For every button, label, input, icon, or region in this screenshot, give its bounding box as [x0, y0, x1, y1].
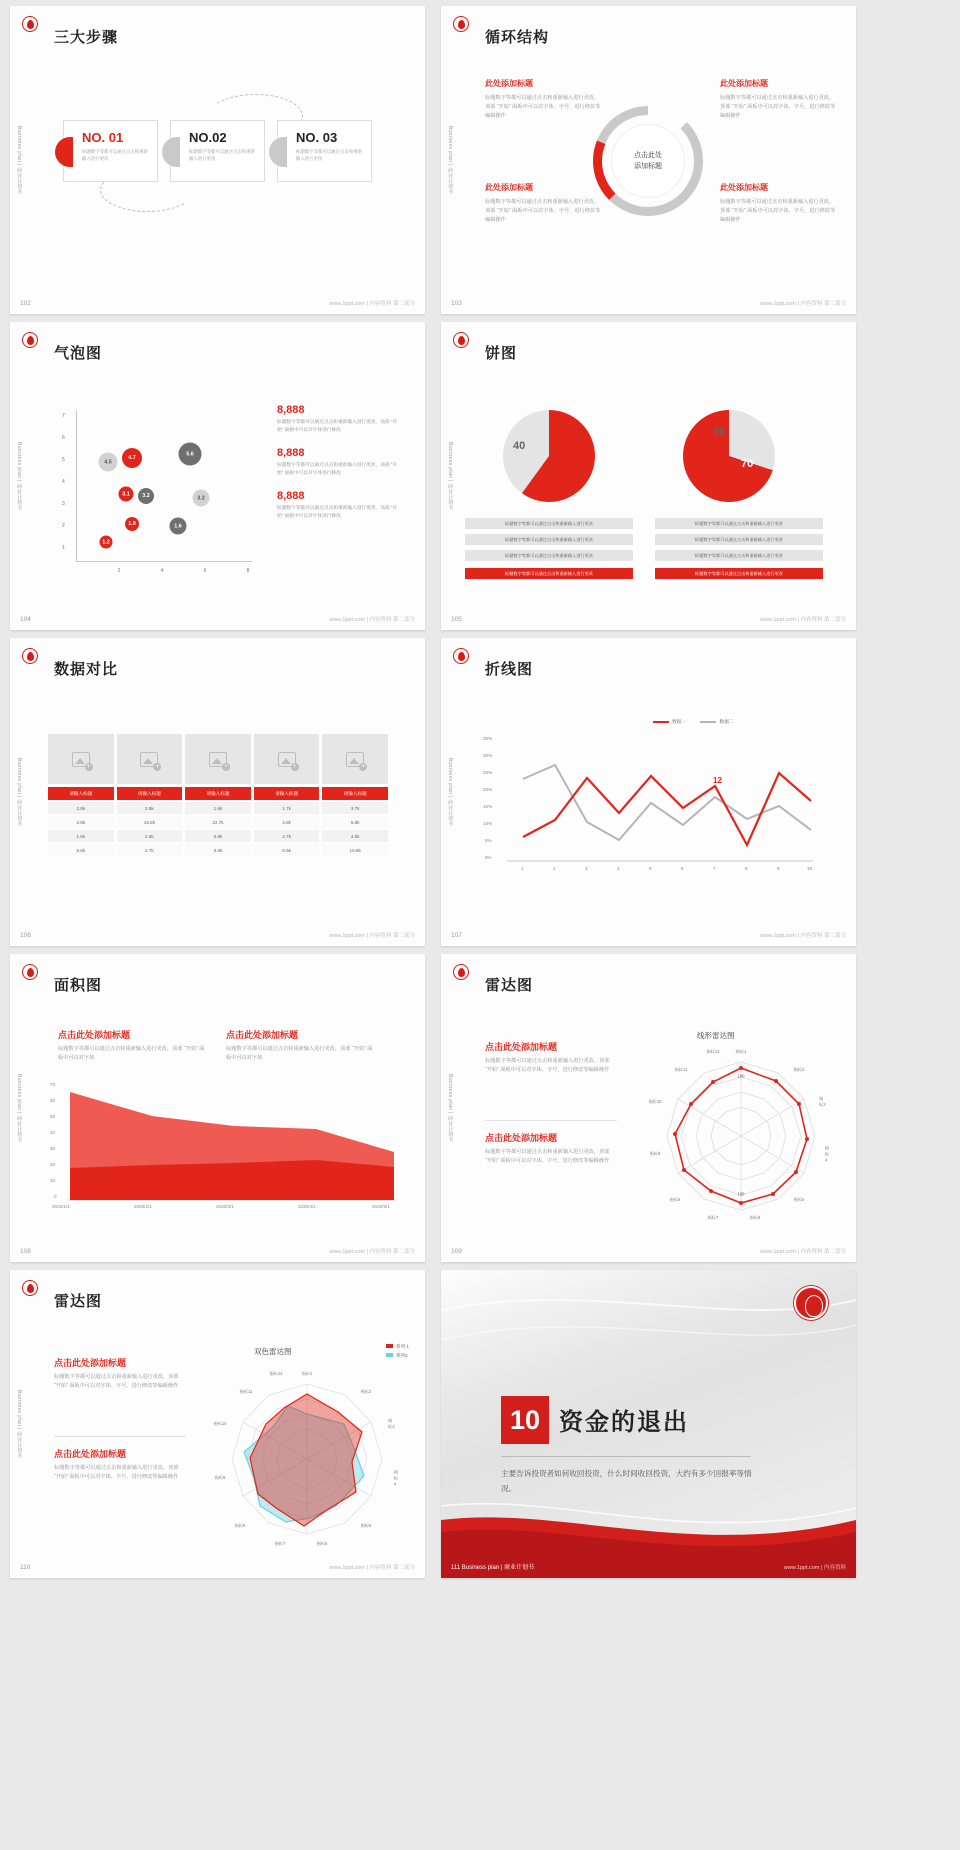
page-title: 面积图 [54, 977, 103, 994]
radar-axis-label-7: 指标7 [707, 1215, 719, 1220]
radar-axis-label-6: 指标6 [749, 1215, 761, 1220]
x-tick-4: 4 [160, 568, 164, 574]
x-tick-5: 5 [649, 866, 652, 871]
slide-105[interactable] [441, 322, 856, 630]
pie-right-value-70: 70 [741, 458, 754, 470]
table-cell: 6.5k [254, 844, 320, 856]
legend-item-series2: 系列2 [386, 1353, 409, 1359]
brand-logo-icon [22, 332, 38, 348]
side-label: Business plan | 商业计划书 [16, 442, 22, 511]
table-cell: 2.7k [117, 844, 183, 856]
line-chart-legend [653, 718, 734, 725]
radar-axis-label-2: 指标2 [793, 1067, 805, 1072]
radar-axis-label-9: 指标9 [649, 1151, 661, 1156]
y-tick-40: 40 [50, 1130, 56, 1135]
table-cell: 22.7k [185, 816, 251, 828]
y-tick-35: 35% [483, 736, 493, 741]
cycle-head-2: 此处添加标题 [720, 79, 768, 88]
radar2-legend [386, 1344, 409, 1359]
radar2-chart-title: 双色雷达图 [254, 1347, 292, 1356]
radar2-axis-label-1: 指标1 [301, 1371, 313, 1376]
cycle-text-2: 标题数字等都可以通过点击和重新输入进行更改，顶部 “开始” 面板中可以对字体、字号，进行修改等编辑操作 [720, 95, 836, 120]
y-tick-30: 30 [50, 1146, 56, 1151]
slide-108[interactable] [10, 954, 425, 1262]
radar2-head-1: 点击此处添加标题 [54, 1358, 127, 1368]
slide-footer: www.1ppt.com | 内容资料 第二部分 [329, 933, 415, 939]
slide-107[interactable] [441, 638, 856, 946]
table-row [48, 816, 388, 828]
brand-logo-icon [22, 16, 38, 32]
page-title: 饼图 [485, 345, 518, 362]
area-chart [36, 1082, 402, 1230]
cycle-center-line1: 点击此处 添加标题 [634, 151, 662, 170]
pie-left-value-60: 60 [559, 450, 572, 462]
image-placeholder-row [48, 734, 388, 784]
slide-footer: www.1ppt.com | 内容资料 第二部分 [760, 617, 846, 623]
radar-text-block-1 [485, 1040, 617, 1075]
bubble-point: 1.2 [100, 536, 113, 549]
cycle-head-4: 此处添加标题 [720, 183, 768, 192]
y-tick-5: 5 [62, 457, 65, 463]
area-text-block-2 [226, 1028, 376, 1063]
step-card-3[interactable] [277, 120, 372, 182]
y-tick-3: 3 [62, 501, 65, 507]
line-chart-annotation: 12 [713, 776, 722, 785]
cover-seal-icon [794, 1286, 828, 1320]
area-text-2: 标题数字等都可以通过点击和重新输入进行更改，顶部 “开始” 面板中可以对字体 [226, 1046, 373, 1062]
side-label: Business plan | 商业计划书 [447, 1074, 453, 1143]
x-tick-8: 8 [745, 866, 748, 871]
brand-logo-icon [22, 648, 38, 664]
x-tick-10: 10 [807, 866, 813, 871]
comparison-table [48, 734, 388, 856]
stat-text-1: 标题数字等都可以通过点击和重新输入进行更改，顶部 “开始” 面板中可以对字体进行修改 [277, 419, 398, 433]
x-tick-4: 2020/4/1 [298, 1204, 316, 1209]
brand-logo-icon [453, 964, 469, 980]
radar2-text-block-2 [54, 1436, 186, 1482]
y-tick-2: 2 [62, 523, 65, 529]
x-tick-3: 3 [585, 866, 588, 871]
area-head-2: 点击此处添加标题 [226, 1030, 299, 1040]
table-row [48, 844, 388, 856]
table-cell: 2.8k [48, 802, 114, 814]
table-row [48, 802, 388, 814]
x-tick-2: 2 [553, 866, 556, 871]
radar2-axis-label-2: 指标2 [360, 1389, 372, 1394]
pie-chart-right [683, 410, 775, 502]
slide-footer: www.1ppt.com | 内容资料 第二部分 [760, 1249, 846, 1255]
table-cell: 2.8k [48, 816, 114, 828]
brand-logo-icon [453, 16, 469, 32]
slide-106[interactable] [10, 638, 425, 946]
page-title: 三大步骤 [54, 29, 119, 46]
radar2-axis-label-11: 指标11 [239, 1389, 253, 1394]
radar2-axis-label-7: 指标7 [274, 1541, 286, 1546]
step-desc-1: 标题数字等都可以通过点击和重新输入进行更改 [82, 149, 148, 162]
bubble-point: 1.6 [170, 518, 187, 535]
area-head-1: 点击此处添加标题 [58, 1030, 131, 1040]
page-title: 折线图 [485, 661, 534, 678]
y-tick-20: 20 [50, 1162, 56, 1167]
radar-value-label-top: 100 [737, 1073, 745, 1079]
cycle-text-bottom-right [720, 182, 838, 225]
stat-text-3: 标题数字等都可以通过点击和重新输入进行更改，顶部 “开始” 面板中可以对字体进行修改 [277, 504, 398, 519]
brand-logo-icon [22, 1280, 38, 1296]
side-label: Business plan | 商业计划书 [16, 126, 22, 195]
y-tick-5: 5% [485, 838, 492, 843]
table-header-cell: 请输入标题 [185, 787, 251, 800]
slide-footer: www.1ppt.com | 内容资料 第二部分 [329, 301, 415, 307]
slide-number: 107 [451, 932, 462, 939]
radar2-text-2: 标题数字等都可以通过点击和重新输入进行更改，顶部 “开始” 面板中可以对字体、字号，进行修改等编辑操作 [54, 1465, 179, 1481]
step-accent-2 [162, 137, 180, 167]
stat-text-2: 标题数字等都可以通过点击和重新输入进行更改，顶部 “开始” 面板中可以对字体进行修改 [277, 461, 398, 476]
stat-number-1: 8,888 [277, 404, 305, 416]
image-icon [72, 752, 90, 767]
side-label: Business plan | 商业计划书 [16, 1074, 22, 1143]
step-number-3: NO. 03 [296, 130, 338, 145]
legend-item-series2: 数据二 [700, 718, 733, 725]
side-label: Business plan | 商业计划书 [447, 442, 453, 511]
pie-chart-left [503, 410, 595, 502]
cycle-text-bottom-left [485, 182, 603, 225]
radar2-text-1: 标题数字等都可以通过点击和重新输入进行更改，顶部 “开始” 面板中可以对字体、字号，进行修改等编辑操作 [54, 1374, 179, 1390]
page-title: 循环结构 [485, 29, 550, 46]
x-tick-8: 8 [246, 568, 250, 574]
image-placeholder[interactable] [254, 734, 320, 784]
y-tick-6: 6 [62, 435, 65, 441]
table-cell: 3.0k [185, 844, 251, 856]
y-axis [76, 410, 77, 562]
radar-text-2: 标题数字等都可以通过点击和重新输入进行更改，顶部 “开始” 面板中可以对字体、字号，进行修改等编辑操作 [485, 1149, 610, 1165]
image-placeholder[interactable] [48, 734, 114, 784]
side-label: Business plan | 商业计划书 [447, 758, 453, 827]
cycle-text-top-left [485, 78, 603, 121]
slide-110[interactable] [10, 1270, 425, 1578]
radar-text-block-2 [485, 1120, 617, 1166]
chapter-title: 资金的退出 [559, 1409, 689, 1436]
table-cell: 2.6k [117, 830, 183, 842]
table-cell: 10.8k [322, 844, 388, 856]
table-cell: 4.8k [254, 816, 320, 828]
radar2-axis-label-10: 指标10 [213, 1421, 227, 1426]
step-accent-3 [269, 137, 287, 167]
table-header-cell: 请输入标题 [48, 787, 114, 800]
bubble-point: 4.7 [122, 448, 142, 468]
legend-row-left-2[interactable]: 标题数字等都可以通过点击和重新输入进行更改 [465, 534, 633, 545]
slide-footer: www.1ppt.com | 内容资料 第二部分 [760, 301, 846, 307]
slide-number: 105 [451, 616, 462, 623]
slide-number-cover: 111 Business plan | 商业计划书 [451, 1565, 535, 1571]
legend-row-right-1[interactable]: 标题数字等都可以通过点击和重新输入进行更改 [655, 518, 823, 529]
x-tick-1: 2020/1/1 [52, 1204, 70, 1209]
y-tick-0: 0% [485, 855, 492, 860]
x-tick-6: 6 [681, 866, 684, 871]
slide-102[interactable] [10, 6, 425, 314]
radar2-axis-label-9: 指标9 [214, 1475, 226, 1480]
table-cell: 2.5k [117, 802, 183, 814]
x-tick-5: 2020/5/1 [372, 1204, 390, 1209]
radar-axis-label-10: 指标10 [648, 1099, 662, 1104]
y-tick-25: 25% [483, 770, 493, 775]
table-header-cell: 请输入标题 [322, 787, 388, 800]
cycle-text-1: 标题数字等都可以通过点击和重新输入进行更改，顶部 “开始” 面板中可以对字体、字号，进行修改等编辑操作 [485, 95, 601, 120]
y-tick-0: 0 [54, 1194, 57, 1199]
radar-axis-label-8: 指标8 [669, 1197, 681, 1202]
cycle-text-top-right [720, 78, 838, 121]
image-placeholder[interactable] [322, 734, 388, 784]
y-tick-60: 60 [50, 1098, 56, 1103]
bubble-point: 3.1 [119, 487, 134, 502]
stats-column [277, 404, 403, 533]
slide-footer: www.1ppt.com | 内容资料 第二部分 [329, 1249, 415, 1255]
area-text-1: 标题数字等都可以通过点击和重新输入进行更改，顶部 “开始” 面板中可以对字体 [58, 1046, 205, 1062]
table-cell: 4.5k [322, 830, 388, 842]
slide-number: 102 [20, 300, 31, 307]
image-icon [209, 752, 227, 767]
radar2-axis-label-8: 指标8 [234, 1523, 246, 1528]
x-axis [76, 561, 252, 562]
slide-104[interactable] [10, 322, 425, 630]
slide-footer: www.1ppt.com | 内容资料 第二部分 [760, 933, 846, 939]
radar2-text-block-1 [54, 1356, 186, 1391]
image-placeholder[interactable] [185, 734, 251, 784]
line-chart [483, 736, 823, 886]
radar-axis-label-3: 指标3 [819, 1096, 826, 1107]
bubble-point: 3.2 [193, 490, 210, 507]
table-header-row [48, 787, 388, 800]
brand-logo-icon [453, 332, 469, 348]
table-row [48, 830, 388, 842]
y-tick-10: 10% [483, 821, 493, 826]
image-icon [140, 752, 158, 767]
y-tick-50: 50 [50, 1114, 56, 1119]
cycle-diagram [593, 106, 703, 216]
line-chart-svg [483, 736, 823, 886]
step-number-1: NO. 01 [82, 130, 124, 145]
image-icon [278, 752, 296, 767]
radar-chart-title: 线形雷达图 [697, 1031, 735, 1040]
table-header-cell: 请输入标题 [254, 787, 320, 800]
table-cell: 1.6k [48, 830, 114, 842]
chapter-number: 10 [501, 1396, 549, 1444]
legend-row-left-4[interactable]: 标题数字等都可以通过点击和重新输入进行更改 [465, 568, 633, 579]
slide-footer-cover: www.1ppt.com | 内容资料 [783, 1565, 846, 1571]
radar2-head-2: 点击此处添加标题 [54, 1449, 127, 1459]
bubble-point: 1.9 [125, 517, 139, 531]
x-tick-1: 1 [521, 866, 524, 871]
radar-axis-label-5: 指标5 [793, 1197, 805, 1202]
table-cell: 1.7k [254, 802, 320, 814]
three-steps-diagram [48, 102, 388, 192]
table-header-cell: 请输入标题 [117, 787, 183, 800]
step-card-1[interactable] [63, 120, 158, 182]
step-desc-3: 标题数字等都可以通过点击和重新输入进行更改 [296, 149, 362, 162]
side-label: Business plan | 商业计划书 [447, 126, 453, 195]
legend-item-series1: 系列 1 [386, 1344, 409, 1350]
radar2-axis-label-6: 指标6 [316, 1541, 328, 1546]
page-title: 数据对比 [54, 661, 119, 678]
slide-103[interactable] [441, 6, 856, 314]
table-cell: 3.7k [322, 802, 388, 814]
radar-chart-dual [214, 1366, 400, 1552]
y-tick-70: 70 [50, 1082, 56, 1087]
step-accent-1 [55, 137, 73, 167]
page-title: 雷达图 [54, 1293, 103, 1310]
legend-item-series1: 数据一 [653, 718, 686, 725]
slide-number: 110 [20, 1564, 31, 1571]
radar-head-1: 点击此处添加标题 [485, 1042, 558, 1052]
radar-axis-label-12: 指标12 [706, 1049, 720, 1054]
radar-value-label-bottom: 100 [737, 1191, 745, 1197]
y-tick-7: 7 [62, 413, 65, 419]
radar2-axis-label-5: 指标5 [360, 1523, 372, 1528]
y-tick-10: 10 [50, 1178, 56, 1183]
step-desc-2: 标题数字等都可以通过点击和重新输入进行更改 [189, 149, 255, 162]
table-cell: 5.6k [48, 844, 114, 856]
image-icon [346, 752, 364, 767]
step-number-2: NO.02 [189, 130, 227, 145]
divider [501, 1456, 751, 1457]
table-cell: 1.6k [185, 802, 251, 814]
x-tick-2: 2 [117, 568, 121, 574]
bubble-point: 4.5 [99, 453, 118, 472]
x-tick-3: 2020/3/1 [216, 1204, 234, 1209]
chapter-subtitle: 主要告诉投资者如何收回投资，什么时间收回投资，大约有多少回报率等情况。 [501, 1469, 752, 1494]
radar2-axis-label-3: 指标3 [388, 1418, 395, 1429]
legend-row-right-3[interactable]: 标题数字等都可以通过点击和重新输入进行更改 [655, 550, 823, 561]
bubble-point: 5.6 [179, 443, 202, 466]
y-tick-1: 1 [62, 545, 65, 551]
slide-111-chapter-cover[interactable] [441, 1270, 856, 1578]
brand-logo-icon [22, 964, 38, 980]
table-cell: 4.7k [254, 830, 320, 842]
cycle-head-1: 此处添加标题 [485, 79, 533, 88]
x-tick-6: 6 [203, 568, 207, 574]
slide-footer: www.1ppt.com | 内容资料 第二部分 [329, 617, 415, 623]
radar-axis-label-11: 指标11 [674, 1067, 688, 1072]
pie-left-value-40: 40 [513, 440, 526, 452]
table-cell: 6.8k [185, 830, 251, 842]
y-tick-4: 4 [62, 479, 65, 485]
radar-text-1: 标题数字等都可以通过点击和重新输入进行更改，顶部 “开始” 面板中可以对字体、字号，进行修改等编辑操作 [485, 1058, 610, 1074]
pie-right-value-30: 30 [713, 426, 726, 438]
radar-axis-label-1: 指标1 [735, 1049, 747, 1054]
radar2-axis-label-12: 指标12 [269, 1371, 283, 1376]
y-tick-30: 30% [483, 753, 493, 758]
table-cell: 16.8k [117, 816, 183, 828]
x-tick-7: 7 [713, 866, 716, 871]
stat-number-3: 8,888 [277, 489, 305, 502]
y-tick-15: 15% [483, 804, 493, 809]
slide-footer: www.1ppt.com | 内容资料 第二部分 [329, 1565, 415, 1571]
area-text-block-1 [58, 1028, 208, 1063]
cycle-text-4: 标题数字等都可以通过点击和重新输入进行更改，顶部 “开始” 面板中可以对字体、字号，进行修改等编辑操作 [720, 199, 836, 224]
step-card-2[interactable] [170, 120, 265, 182]
radar-axis-label-4: 指标4 [824, 1145, 830, 1163]
legend-row-left-1[interactable]: 标题数字等都可以通过点击和重新输入进行更改 [465, 518, 633, 529]
slide-number: 108 [20, 1248, 31, 1255]
legend-row-right-2[interactable]: 标题数字等都可以通过点击和重新输入进行更改 [655, 534, 823, 545]
page-title: 雷达图 [485, 977, 534, 994]
brand-logo-icon [453, 648, 469, 664]
side-label: Business plan | 商业计划书 [16, 1390, 22, 1459]
page-title: 气泡图 [54, 345, 103, 362]
table-cell: 5.8k [322, 816, 388, 828]
bubble-point: 3.2 [138, 488, 154, 504]
radar-chart-line [648, 1046, 831, 1226]
stat-number-2: 8,888 [277, 446, 305, 459]
cycle-text-3: 标题数字等都可以通过点击和重新输入进行更改，顶部 “开始” 面板中可以对字体、字号，进行修改等编辑操作 [485, 199, 601, 224]
slide-109[interactable] [441, 954, 856, 1262]
radar-head-2: 点击此处添加标题 [485, 1133, 558, 1143]
slide-number: 106 [20, 932, 31, 939]
y-tick-20: 20% [483, 787, 493, 792]
image-placeholder[interactable] [117, 734, 183, 784]
x-tick-4: 4 [617, 866, 620, 871]
x-tick-9: 9 [777, 866, 780, 871]
radar2-axis-label-4: 指标4 [393, 1469, 399, 1487]
cycle-center-label [611, 124, 685, 198]
x-tick-2: 2020/2/1 [134, 1204, 152, 1209]
cycle-head-3: 此处添加标题 [485, 183, 533, 192]
legend-row-left-3[interactable]: 标题数字等都可以通过点击和重新输入进行更改 [465, 550, 633, 561]
slide-number: 104 [20, 616, 31, 623]
bubble-chart [62, 410, 252, 580]
slide-number: 103 [451, 300, 462, 307]
side-label: Business plan | 商业计划书 [16, 758, 22, 827]
slide-number: 109 [451, 1248, 462, 1255]
legend-row-right-4[interactable]: 标题数字等都可以通过点击和重新输入进行更改 [655, 568, 823, 579]
